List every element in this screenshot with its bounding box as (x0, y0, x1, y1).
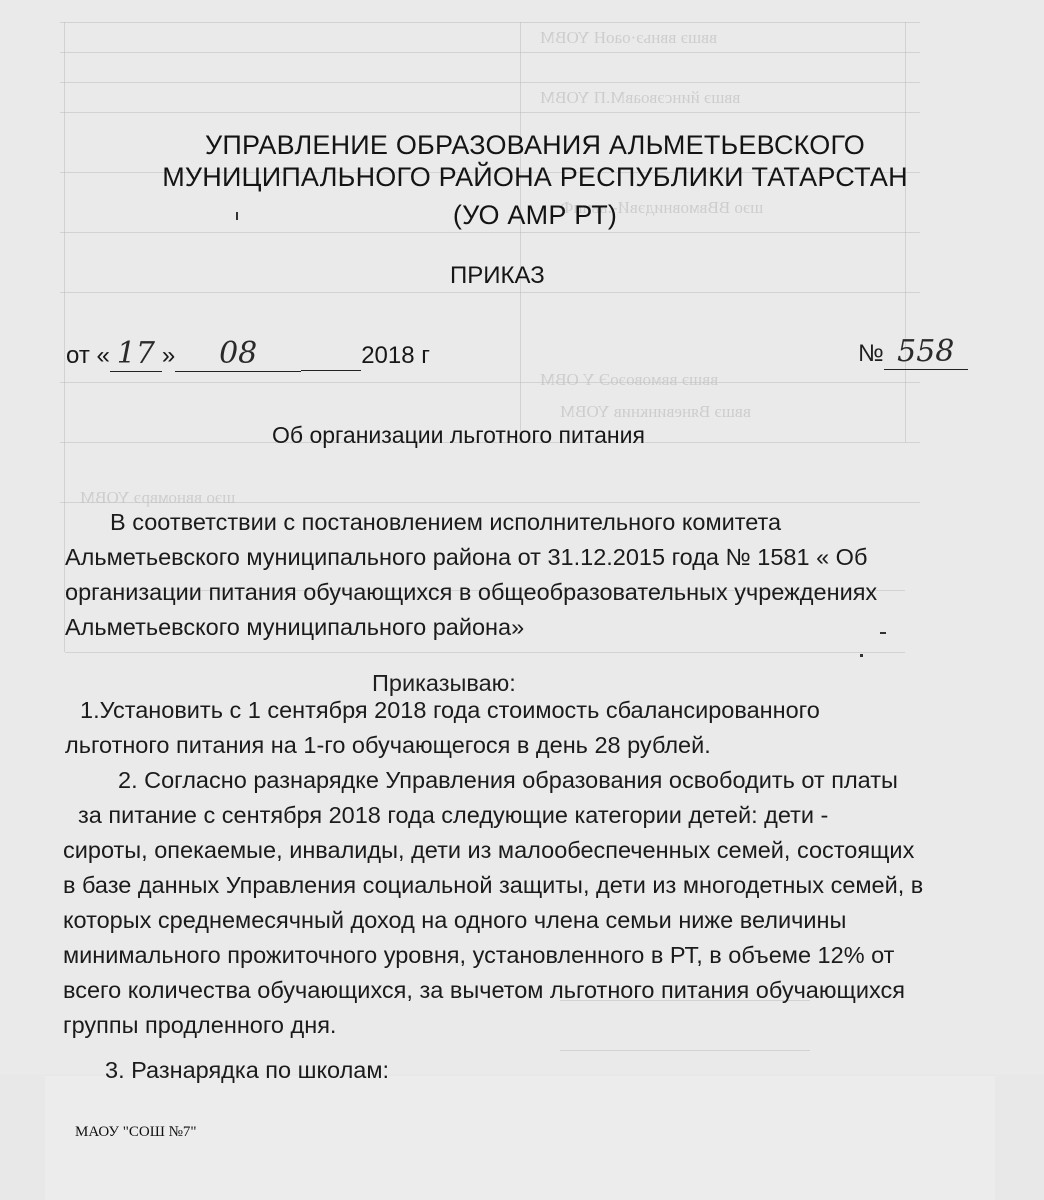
item-3-line: 3. Разнарядка по школам: (105, 1057, 390, 1083)
item-2-line: минимального прожиточного уровня, установленного в РТ, в объеме 12% от (63, 942, 895, 968)
organization-name-line1: УПРАВЛЕНИЕ ОБРАЗОВАНИЯ АЛЬМЕТЬЕВСКОГО (205, 130, 865, 160)
item-2-line: в базе данных Управления социальной защиты, дети из многодетных семей, в (63, 872, 924, 898)
item-2-line: за питание с сентября 2018 года следующие категории детей: дети - (78, 802, 829, 828)
order-date (66, 336, 430, 372)
stray-mark (236, 212, 238, 220)
date-year: 2018 г (361, 342, 430, 369)
preamble-line: организации питания обучающихся в общеобразовательных учреждениях (65, 579, 878, 605)
item-2-line: группы продленного дня. (63, 1012, 337, 1038)
preamble (65, 505, 995, 645)
order-subject: Об организации льготного питания (272, 422, 645, 448)
item-3 (105, 1053, 505, 1088)
organization-abbreviation: (УО АМР РТ) (452, 200, 618, 230)
item-2-line: которых среднемесячный доход на одного члена семьи ниже величины (63, 907, 847, 933)
date-month: 08 (219, 336, 258, 371)
stray-mark (860, 654, 863, 657)
school-name-label: МАОУ "СОШ №7" (75, 1124, 197, 1140)
date-mid: » (161, 342, 176, 369)
preamble-line: Альметьевского муниципального района» (65, 614, 525, 640)
order-directive: Приказываю: (372, 670, 516, 696)
item-2-line: сироты, опекаемые, инвалиды, дети из малообеспеченных семей, состоящих (63, 837, 915, 863)
stray-mark (880, 632, 886, 634)
item-2-line: 2. Согласно разнарядке Управления образования освободить от платы (118, 767, 898, 793)
preamble-line: В соответствии с постановлением исполнительного комитета (110, 509, 782, 535)
item-1-line: 1.Установить с 1 сентября 2018 года стоимость сбалансированного (80, 697, 820, 723)
date-day: 17 (116, 336, 155, 371)
date-prefix: от « (66, 342, 110, 369)
item-2 (63, 763, 998, 1043)
item-1 (65, 693, 995, 763)
number-value: 558 (897, 334, 955, 369)
organization-name-line2: МУНИЦИПАЛЬНОГО РАЙОНА РЕСПУБЛИКИ ТАТАРСТАН (162, 162, 908, 192)
document-type: ПРИКАЗ (450, 262, 545, 289)
item-2-line: всего количества обучающихся, за вычетом льготного питания обучающихся (63, 977, 905, 1003)
preamble-line: Альметьевского муниципального района от 31.12.2015 года № 1581 « Об (65, 544, 868, 570)
number-sign: № (858, 340, 884, 367)
item-1-line: льготного питания на 1-го обучающегося в день 28 рублей. (65, 732, 711, 758)
order-number (858, 334, 968, 370)
